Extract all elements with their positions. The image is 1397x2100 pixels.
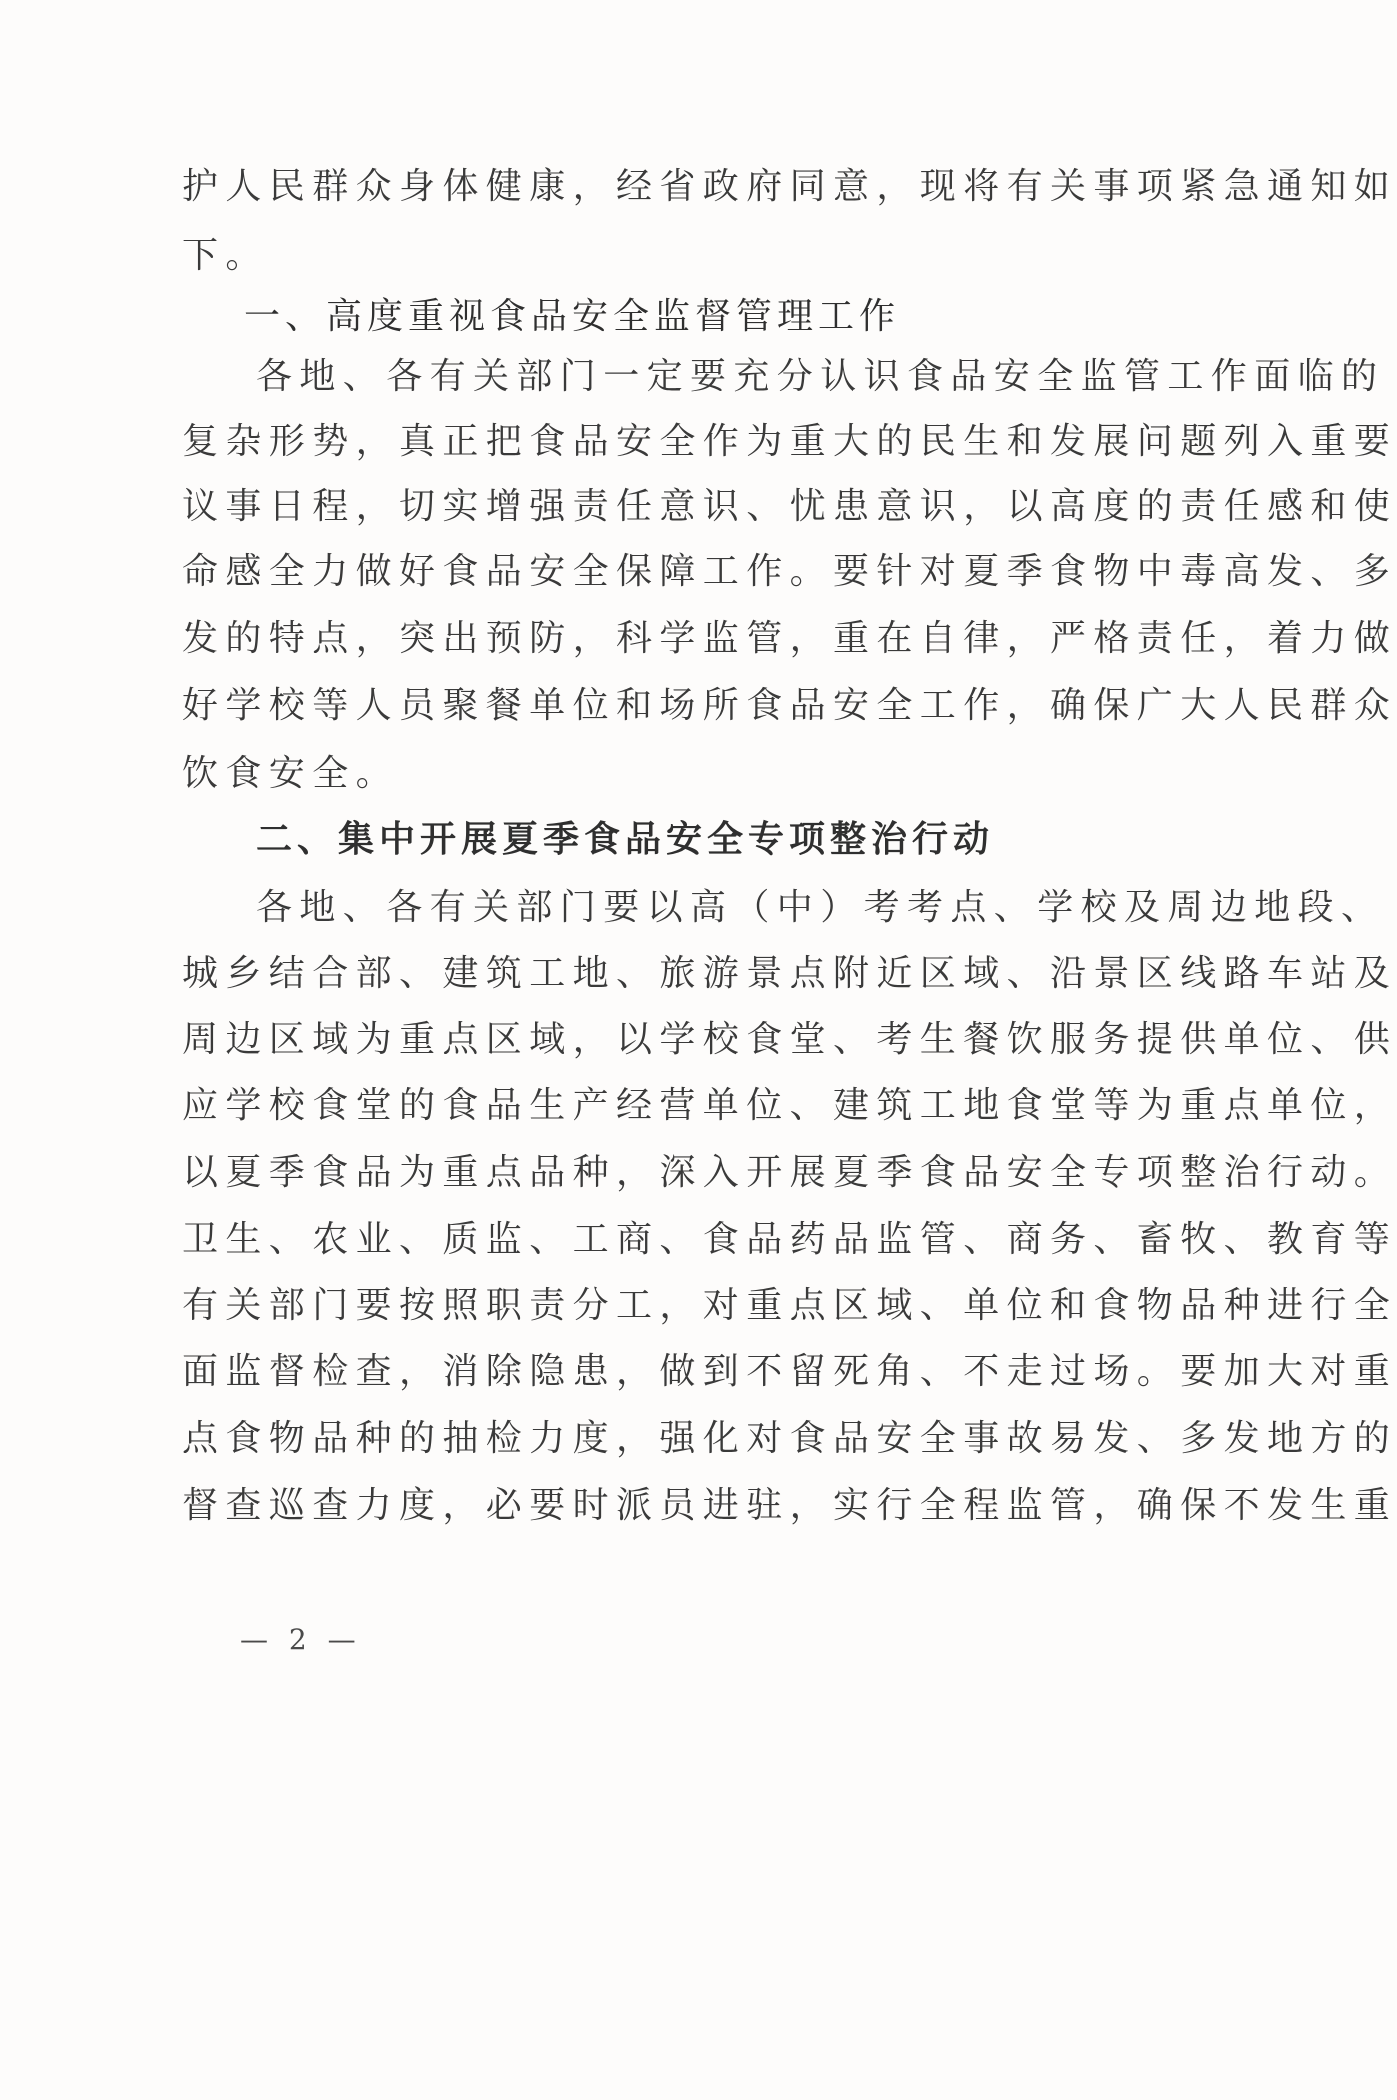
paragraph-line: 下。 [182, 235, 269, 276]
paragraph-line: 城乡结合部、建筑工地、旅游景点附近区域、沿景区线路车站及 [182, 953, 1397, 994]
paragraph-line: 卫生、农业、质监、工商、食品药品监管、商务、畜牧、教育等 [182, 1219, 1397, 1260]
paragraph-line: 以夏季食品为重点品种，深入开展夏季食品安全专项整治行动。 [182, 1152, 1397, 1193]
paragraph-line: 发的特点，突出预防，科学监管，重在自律，严格责任，着力做 [182, 618, 1397, 659]
paragraph-line: 复杂形势，真正把食品安全作为重大的民生和发展问题列入重要 [182, 421, 1397, 462]
paragraph-line: 命感全力做好食品安全保障工作。要针对夏季食物中毒高发、多 [182, 551, 1397, 592]
paragraph-line: 督查巡查力度，必要时派员进驻，实行全程监管，确保不发生重 [182, 1485, 1397, 1526]
paragraph-line: 各地、各有关部门要以高（中）考考点、学校及周边地段、 [256, 887, 1385, 928]
section-heading-1: 一、高度重视食品安全监督管理工作 [244, 296, 901, 337]
page-number: — 2 — [240, 1623, 362, 1656]
paragraph-line: 饮食安全。 [182, 753, 400, 794]
paragraph-line: 各地、各有关部门一定要充分认识食品安全监管工作面临的 [256, 356, 1385, 397]
paragraph-line: 面监督检查，消除隐患，做到不留死角、不走过场。要加大对重 [182, 1351, 1397, 1392]
paragraph-line: 议事日程，切实增强责任意识、忧患意识，以高度的责任感和使 [182, 486, 1397, 527]
paragraph-line: 护人民群众身体健康，经省政府同意，现将有关事项紧急通知如 [182, 166, 1397, 207]
paragraph-line: 点食物品种的抽检力度，强化对食品安全事故易发、多发地方的 [182, 1418, 1397, 1459]
paragraph-line: 周边区域为重点区域，以学校食堂、考生餐饮服务提供单位、供 [182, 1019, 1397, 1060]
paragraph-line: 好学校等人员聚餐单位和场所食品安全工作，确保广大人民群众 [182, 685, 1397, 726]
paragraph-line: 有关部门要按照职责分工，对重点区域、单位和食物品种进行全 [182, 1285, 1397, 1326]
section-heading-2: 二、集中开展夏季食品安全专项整治行动 [256, 819, 995, 860]
paragraph-line: 应学校食堂的食品生产经营单位、建筑工地食堂等为重点单位， [182, 1085, 1397, 1126]
